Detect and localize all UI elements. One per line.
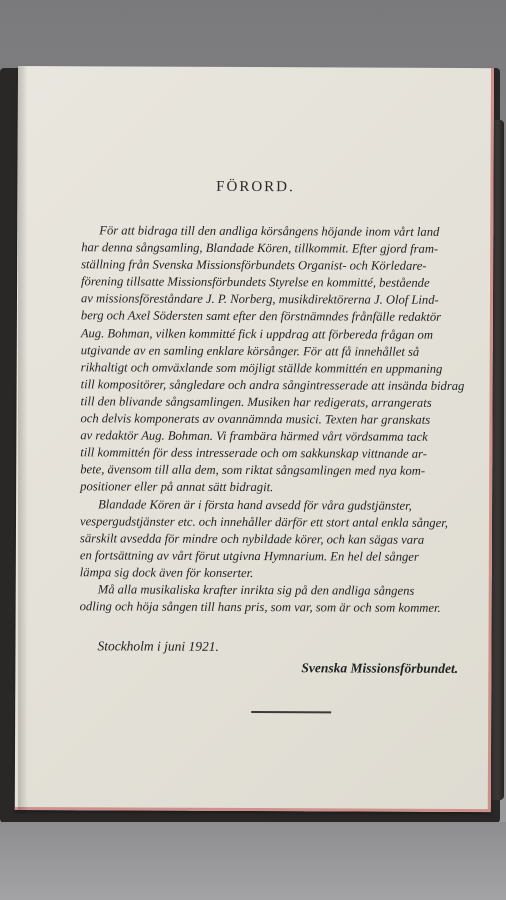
text-line: berg och Axel Södersten samt efter den förstnämndes frånfälle redaktör (80, 308, 442, 325)
text-line: av missionsföreståndare J. P. Norberg, musikdirektörerna J. Olof Lind- (80, 291, 439, 308)
text-line: till kompositörer, sångledare och andra sångintresserade att insända bidrag (80, 377, 465, 393)
text-line: rikhaltigt och omväxlande som möjligt ställde kommittén en uppmaning (80, 360, 443, 376)
text-line: vespergudstjänster etc. och innehåller därför ett stort antal enkla sånger, (79, 513, 448, 530)
foreword-text (80, 222, 486, 617)
text-line: till kommittén för dess intresserade och om sakkunskap vittnande ar- (80, 445, 427, 462)
text-line: Aug. Bohman, vilken kommitté fick i uppdrag att förbereda frågan om (80, 325, 433, 342)
page-title: FÖRORD. (216, 178, 295, 196)
place-and-date: Stockholm i juni 1921. (97, 638, 220, 654)
text-line: förening tillsatte Missionsförbundets Styrelse en kommitté, bestående (81, 274, 430, 291)
table-surface (0, 822, 506, 900)
text-line: särskilt avsedda för mindre och nybildade körer, och kan sägas vara (79, 530, 425, 547)
page-gutter-shadow (18, 66, 28, 810)
text-line: positioner eller på annat sätt bidragit. (80, 479, 274, 495)
text-line: ställning från Svenska Missionsförbundets Organist- och Körledare- (81, 257, 427, 273)
text-line: För att bidraga till den andliga körsångens höjande inom vårt land (99, 223, 440, 239)
text-line: odling och höja sången till hans pris, som var, som är och som kommer. (79, 599, 441, 615)
text-line: lämpa sig dock även för konserter. (79, 565, 254, 580)
text-line: av redaktör Aug. Bohman. Vi frambära härmed vårt vördsamma tack (80, 428, 428, 444)
signature: Svenska Missionsförbundet. (301, 660, 459, 676)
text-line: och delvis komponerats av ovannämnda musici. Texten har granskats (80, 411, 431, 427)
text-line: bete, ävensom till alla dem, som riktat sångsamlingen med nya kom- (80, 462, 426, 479)
book-page (15, 66, 494, 812)
text-line: har denna sångsamling, Blandade Kören, tillkommit. Efter gjord fram- (81, 240, 439, 256)
text-line: till den blivande sångsamlingen. Musiken har redigerats, arrangerats (80, 394, 432, 410)
text-line: utgivande av en samling enklare körsånger. För att få innehållet så (80, 342, 420, 359)
text-line: Må alla musikaliska krafter inrikta sig på den andliga sångens (97, 582, 415, 598)
divider (251, 711, 331, 713)
text-line: Blandade Kören är i första hand avsedd för våra gudstjänster, (98, 496, 412, 513)
text-line: en fortsättning av vårt förut utgivna Hymnarium. En hel del sånger (79, 548, 419, 564)
